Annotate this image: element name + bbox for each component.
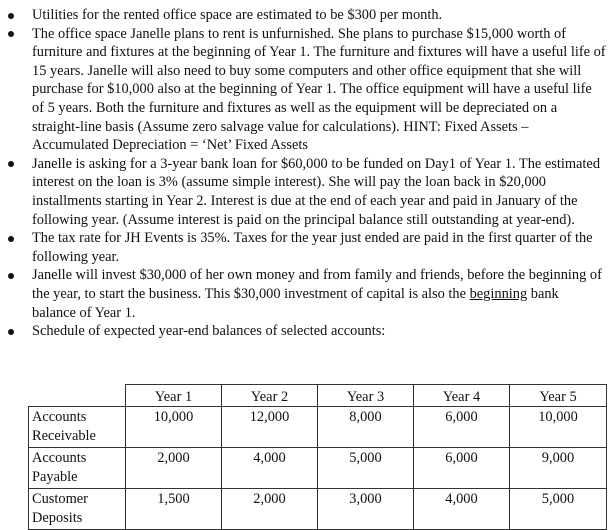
table-cell: 10,000 [126, 407, 222, 448]
bullet-text-end: bank balance of Year 1. [32, 285, 559, 321]
table-cell: 4,000 [414, 489, 510, 530]
column-header: Year 2 [222, 385, 318, 407]
table-cell: 5,000 [318, 448, 414, 489]
bullet-list [0, 6, 612, 341]
bullet-text: The office space Janelle plans to rent is unfurnished. She plans to purchase $15,000 worth of furniture and fixtures at the beginning of Year 1. The furniture and fixtures will have a useful life of 15 years. Janelle will also need to buy some computers and other office equipment that she will purchase for $10,000 also at the beginning of Year 1. The office equipment will have a useful life of 5 years. Both the furniture and fixtures as well as the equipment will be depreciated on a straight-line basis (Assume zero salvage value for calculations). HINT: Fixed Assets – Accumulated Depreciation = ‘Net’ Fixed Assets [32, 25, 606, 154]
row-label: Customer Deposits [29, 489, 126, 530]
bullet-furniture-equipment [0, 25, 612, 155]
column-header: Year 3 [318, 385, 414, 407]
table-cell: 6,000 [414, 407, 510, 448]
table-cell: 12,000 [222, 407, 318, 448]
table-row [29, 489, 607, 530]
bullet-investment [0, 266, 612, 322]
table-corner-cell [29, 385, 126, 407]
bullet-icon [8, 161, 14, 167]
table-cell: 5,000 [510, 489, 607, 530]
table-cell: 2,000 [222, 489, 318, 530]
column-header: Year 5 [510, 385, 607, 407]
table-row [29, 407, 607, 448]
bullet-icon [8, 273, 14, 279]
bullet-text: The tax rate for JH Events is 35%. Taxes for the year just ended are paid in the first quarter of the following year. [32, 230, 593, 265]
balances-table [28, 384, 607, 530]
column-header: Year 4 [414, 385, 510, 407]
bullet-icon [8, 13, 14, 19]
bullet-text: Janelle is asking for a 3-year bank loan for $60,000 to be funded on Day1 of Year 1. The estimated interest on the loan is 3% (assume simple interest). She will pay the loan back in $20,000 installments starting in Year 2. Interest is due at the end of each year and paid in January of the following year. (Assume interest is paid on the principal balance still outstanding at year-end). [32, 155, 601, 228]
table-cell: 8,000 [318, 407, 414, 448]
bullet-tax-rate [0, 229, 612, 266]
bullet-bank-loan [0, 155, 612, 229]
bullet-icon [8, 236, 14, 242]
table-cell: 10,000 [510, 407, 607, 448]
row-label: Accounts Receivable [29, 407, 126, 448]
bullet-icon [8, 329, 14, 335]
table-row [29, 448, 607, 489]
bullet-text: Schedule of expected year-end balances of selected accounts: [32, 323, 386, 340]
underlined-word: beginning [469, 285, 528, 302]
bullet-icon [8, 31, 14, 37]
bullet-text: Janelle will invest $30,000 of her own money and from family and friends, before the beginning of the year, to start the business. This $30,000 investment of capital is also the [32, 267, 602, 302]
table-cell: 6,000 [414, 448, 510, 489]
column-header: Year 1 [126, 385, 222, 407]
row-label: Accounts Payable [29, 448, 126, 489]
table-cell: 9,000 [510, 448, 607, 489]
bullet-schedule [0, 322, 612, 341]
bullet-utilities [0, 6, 612, 25]
table-header-row [29, 385, 607, 407]
table-cell: 1,500 [126, 489, 222, 530]
table-cell: 2,000 [126, 448, 222, 489]
table-cell: 4,000 [222, 448, 318, 489]
table-cell: 3,000 [318, 489, 414, 530]
bullet-text: Utilities for the rented office space are estimated to be $300 per month. [32, 7, 443, 23]
